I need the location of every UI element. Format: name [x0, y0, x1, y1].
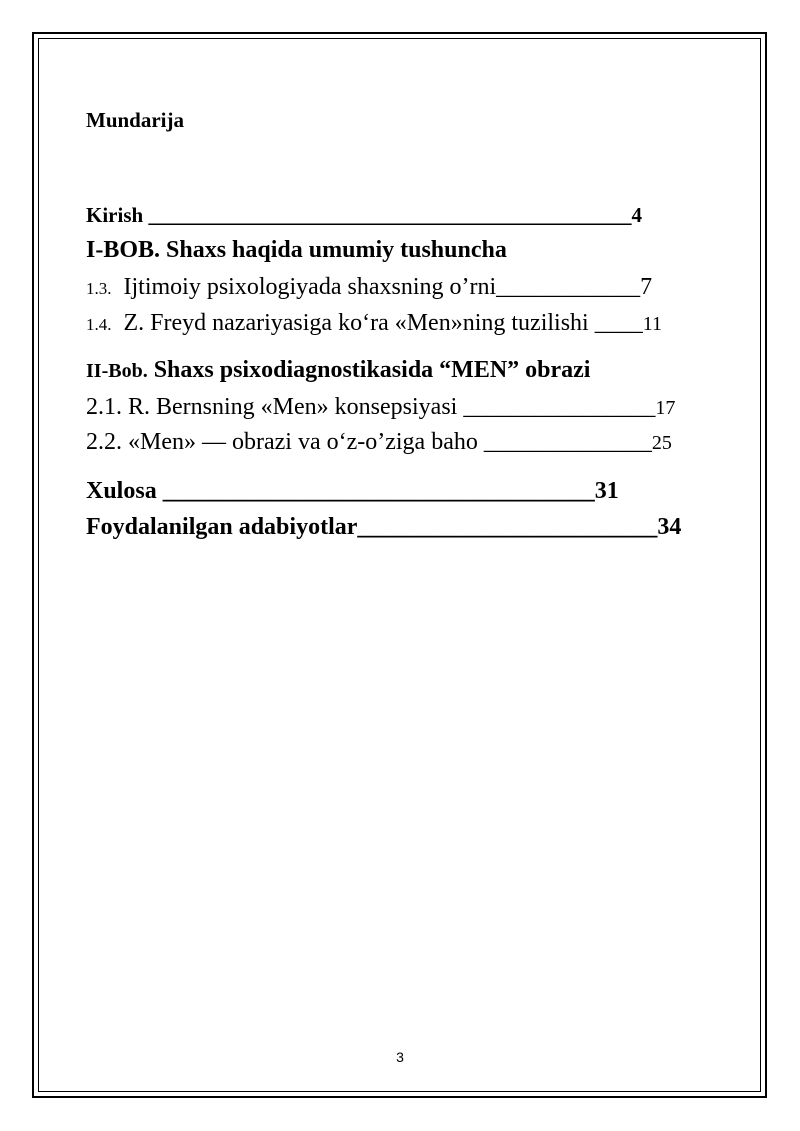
toc-entry-leader: ____________________________________	[162, 478, 595, 504]
toc-entry-page: 11	[642, 313, 662, 335]
toc-entry-leader: _________________________	[357, 514, 658, 540]
toc-entry-2-2	[86, 430, 672, 454]
toc-entry-text: Xulosa	[86, 478, 163, 504]
toc-entry-page: 7	[640, 274, 653, 300]
toc-chapter-2	[86, 358, 590, 382]
toc-entry-page: 4	[631, 203, 642, 227]
toc-entry-text: Kirish	[86, 203, 149, 227]
toc-entry-page: 25	[651, 432, 672, 454]
toc-entry-text: Foydalanilgan adabiyotlar	[86, 514, 358, 540]
toc-entry-kirish	[86, 205, 642, 226]
toc-entry-adabiyotlar	[86, 515, 681, 539]
toc-entry-page: 17	[655, 397, 676, 419]
toc-entry-text: I-BOB. Shaxs haqida umumiy tushuncha	[86, 237, 507, 263]
toc-entry-leader: ____________	[496, 274, 641, 300]
toc-entry-2-1	[86, 395, 675, 419]
toc-entry-page: 34	[657, 514, 682, 540]
toc-entry-leader: ______________	[483, 429, 652, 455]
toc-entry-number: 1.4.	[86, 315, 112, 334]
toc-entry-text: 2.1. R. Bernsning «Men» konsepsiyasi	[86, 394, 464, 420]
toc-chapter-prefix: II-Bob.	[86, 360, 148, 382]
toc-entry-1-4	[86, 311, 662, 335]
toc-entry-1-3	[86, 275, 652, 299]
toc-entry-page: 31	[594, 478, 619, 504]
toc-entry-xulosa	[86, 479, 619, 503]
toc-entry-leader: ________________	[463, 394, 656, 420]
toc-entry-text: Z. Freyd nazariyasiga ko‘ra «Men»ning tuzilishi	[111, 310, 595, 336]
toc-entry-text: Ijtimoiy psixologiyada shaxsning o’rni	[111, 274, 497, 300]
toc-entry-number: 1.3.	[86, 279, 112, 298]
toc-entry-leader: ______________________________________________	[148, 203, 632, 227]
toc-entry-text: 2.2. «Men» — obrazi va o‘z-o’ziga baho	[86, 429, 484, 455]
toc-chapter-1	[86, 238, 507, 262]
toc-heading: Mundarija	[86, 108, 185, 132]
toc-entry-leader: ____	[594, 310, 643, 336]
page-border-inner	[38, 38, 761, 1092]
page-number: 3	[396, 1049, 404, 1065]
toc-entry-text: Shaxs psixodiagnostikasida “MEN” obrazi	[147, 357, 591, 383]
